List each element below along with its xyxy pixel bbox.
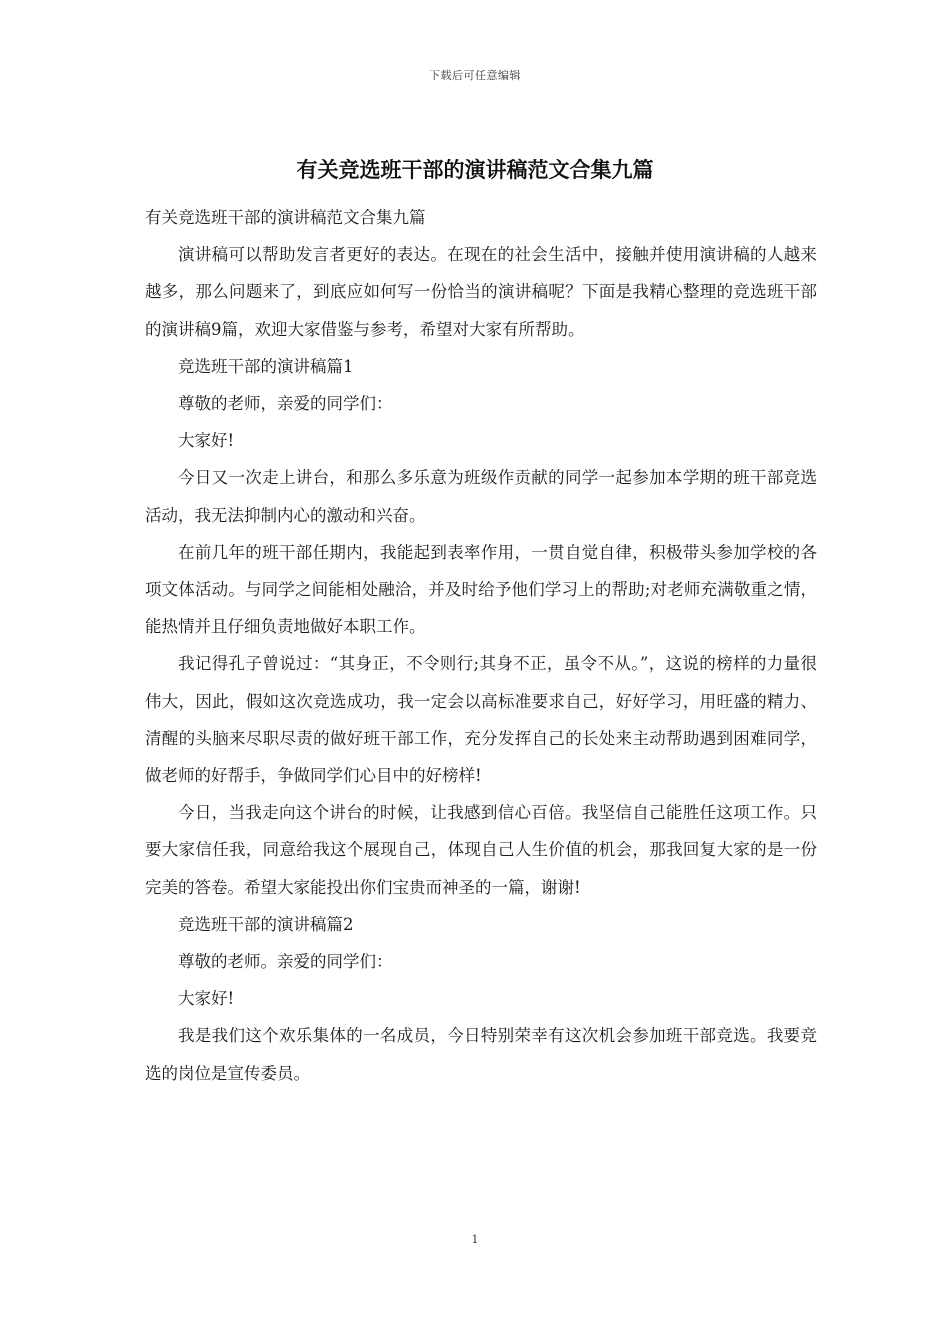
page-number: 1 [471,1233,479,1246]
header-note: 下载后可任意编辑 [429,69,521,82]
paragraph: 在前几年的班干部任期内，我能起到表率作用，一贯自觉自律，积极带头参加学校的各项文体活动。与同学之间能相处融洽，并及时给予他们学习上的帮助;对老师充满敬重之情，能热情并且仔细负责地做好本职工作。 [145,542,817,637]
document-body [145,199,817,1092]
section-heading-2: 竞选班干部的演讲稿篇2 [178,914,354,934]
document-title: 有关竞选班干部的演讲稿范文合集九篇 [296,157,654,182]
paragraph: 我是我们这个欢乐集体的一名成员，今日特别荣幸有这次机会参加班干部竞选。我要竞选的岗位是宣传委员。 [145,1026,817,1083]
paragraph: 今日又一次走上讲台，和那么多乐意为班级作贡献的同学一起参加本学期的班干部竞选活动，我无法抑制内心的激动和兴奋。 [145,468,817,525]
greeting: 大家好! [178,431,235,451]
salutation: 尊敬的老师，亲爱的同学们： [178,394,393,414]
paragraph: 今日，当我走向这个讲台的时候，让我感到信心百倍。我坚信自己能胜任这项工作。只要大家信任我，同意给我这个展现自己，体现自己人生价值的机会，那我回复大家的是一份完美的答卷。希望大家能投出你们宝贵而神圣的一篇，谢谢! [145,803,817,897]
salutation: 尊敬的老师。亲爱的同学们： [178,952,393,972]
greeting: 大家好! [178,989,235,1009]
document-subtitle: 有关竞选班干部的演讲稿范文合集九篇 [145,208,426,227]
section-heading-1: 竞选班干部的演讲稿篇1 [178,356,354,376]
paragraph-intro: 演讲稿可以帮助发言者更好的表达。在现在的社会生活中，接触并使用演讲稿的人越来越多，那么问题来了，到底应如何写一份恰当的演讲稿呢？下面是我精心整理的竞选班干部的演讲稿9篇，欢迎大家借鉴与参考，希望对大家有所帮助。 [145,245,817,339]
paragraph: 我记得孔子曾说过：“其身正，不令则行;其身不正，虽令不从。”，这说的榜样的力量很伟大，因此，假如这次竞选成功，我一定会以高标准要求自己，好好学习，用旺盛的精力、清醒的头脑来尽职尽责的做好班干部工作，充分发挥自己的长处来主动帮助遇到困难同学，做老师的好帮手，争做同学们心目中的好榜样! [145,654,817,786]
